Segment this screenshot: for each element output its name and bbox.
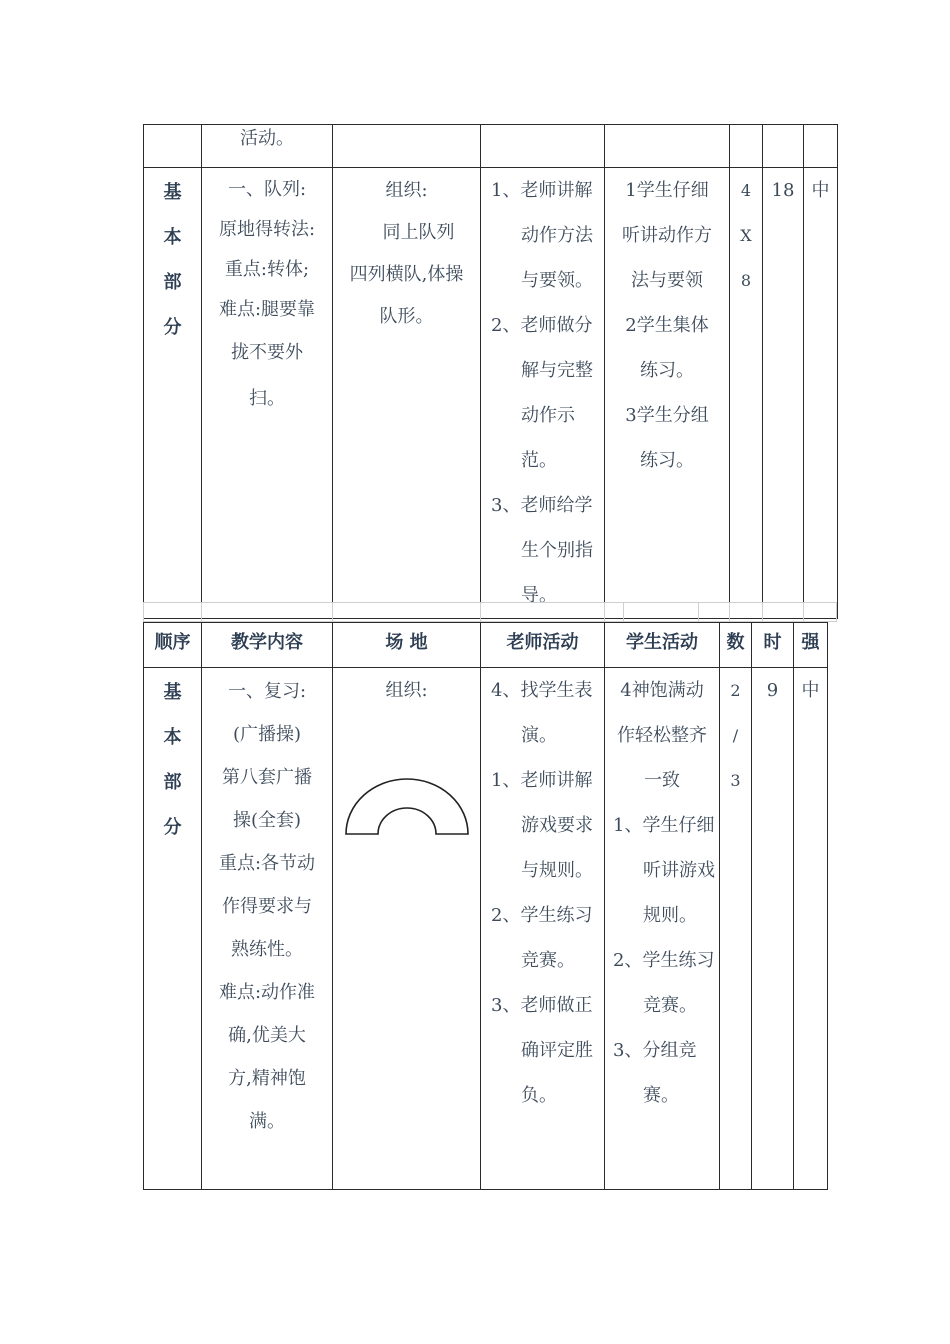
lesson-table-2: [143, 622, 828, 1190]
intensity-cell: 中: [794, 668, 828, 1190]
time-cell: 18: [763, 168, 804, 619]
lesson-table-1: [143, 124, 838, 619]
section-cell: 基 本 部 分: [144, 168, 202, 619]
time-cell: 9: [752, 668, 794, 1190]
header-content: 教学内容: [202, 623, 333, 668]
header-time: 时: [752, 623, 794, 668]
student-activity-cell: 1学生仔细 听讲动作方 法与要领 2学生集体 练习。 3学生分组 练习。: [605, 168, 730, 619]
intensity-cell: 中: [804, 168, 838, 619]
count-cell: 4 X 8: [730, 168, 763, 619]
content-cell: 一、队列: 原地得转法: 重点:转体; 难点:腿要靠 拢不要外 扫。: [202, 168, 333, 619]
teacher-activity-cell: 4、找学生表演。 1、老师讲解游戏要求与规则。 2、学生练习竞赛。 3、老师做正确评定胜负。: [481, 668, 605, 1190]
organization-cell: 组织:: [333, 668, 481, 1190]
header-student-activity: 学生活动: [605, 623, 720, 668]
table1-top-row: [144, 125, 838, 168]
header-teacher-activity: 老师活动: [481, 623, 605, 668]
teacher-activity-cell: 1、老师讲解动作方法与要领。 2、老师做分解与完整动作示范。 3、老师给学生个别指导。: [481, 168, 605, 619]
formation-arch-diagram: [344, 777, 470, 837]
content-cell: 活动。: [202, 125, 333, 168]
count-cell: 2 / 3: [720, 668, 752, 1190]
student-activity-cell: 4神饱满动 作轻松整齐 一致 1、学生仔细听讲游戏规则。 2、学生练习竞赛。 3、分组竞赛。: [605, 668, 720, 1190]
header-venue: 场 地: [333, 623, 481, 668]
header-count: 数: [720, 623, 752, 668]
table1-main-row: [144, 168, 838, 619]
table2-header-row: [144, 623, 828, 668]
header-order: 顺序: [144, 623, 202, 668]
header-intensity: 强: [794, 623, 828, 668]
table2-main-row: [144, 668, 828, 1190]
table-gap-grid: [143, 602, 837, 622]
content-cell: 一、复习: (广播操) 第八套广播 操(全套) 重点:各节动 作得要求与 熟练性。 难点:动作准 确,优美大 方,精神饱 满。: [202, 668, 333, 1190]
section-cell: 基 本 部 分: [144, 668, 202, 1190]
organization-cell: 组织: 同上队列 四列横队,体操 队形。: [333, 168, 481, 619]
